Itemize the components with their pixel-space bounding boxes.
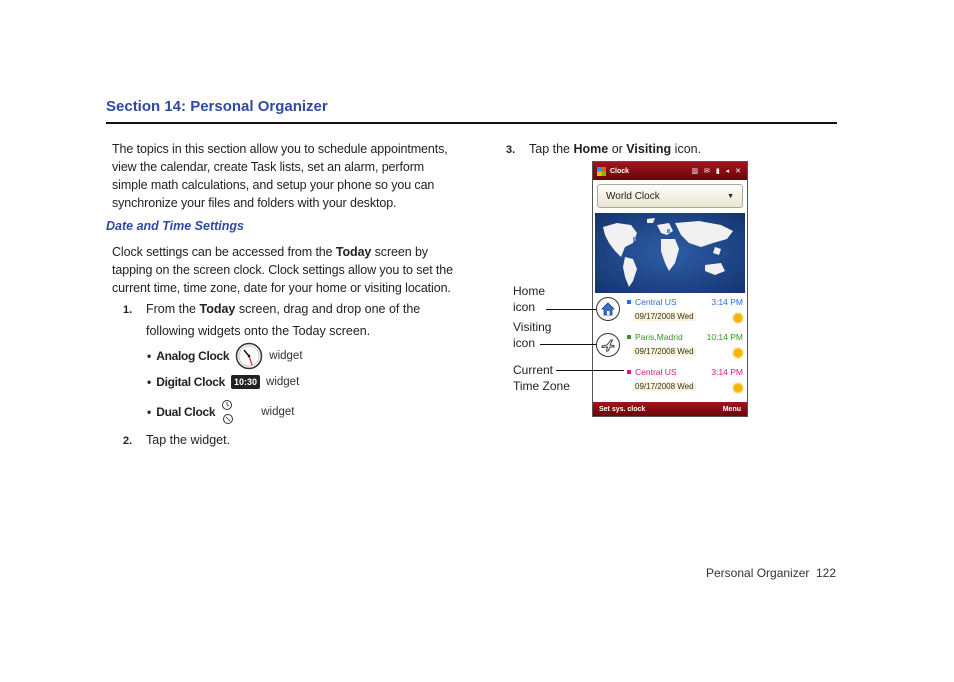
callout-current-time-zone: Current Time Zone	[513, 363, 570, 393]
leader-home	[546, 309, 596, 310]
phone-title-bar	[593, 162, 747, 180]
clock-row-home-date: 09/17/2008 Wed	[635, 312, 694, 321]
clock-row-visiting-date: 09/17/2008 Wed	[635, 347, 694, 356]
clock-row-visiting[interactable]: Paris,Madrid 10:14 PM	[627, 332, 743, 342]
digital-clock-icon: 10:30	[231, 375, 260, 389]
step-2-text: Tap the widget.	[146, 433, 231, 447]
set-sys-clock-softkey[interactable]: Set sys. clock	[599, 405, 646, 413]
sun-icon	[734, 384, 742, 392]
dual-clock-icon	[221, 399, 235, 425]
widget-dual-clock: • Dual Clock widget	[147, 399, 294, 425]
menu-softkey[interactable]: Menu	[722, 405, 741, 413]
step-3-number: 3.	[506, 144, 516, 156]
phone-title: Clock	[610, 167, 630, 175]
home-icon[interactable]	[596, 297, 620, 321]
settings-paragraph: Clock settings can be accessed from the Today screen by tapping on the screen clock. Clock settings allow you to set the current time, time zone, date for your home or visiting location.	[112, 245, 454, 295]
callout-visiting: Visiting icon	[513, 320, 552, 350]
world-clock-dropdown[interactable]: World Clock ▼	[597, 184, 743, 208]
step-2-number: 2.	[123, 435, 133, 447]
visiting-airplane-icon[interactable]	[596, 333, 620, 357]
phone-softkey-bar	[593, 402, 747, 416]
clock-row-home[interactable]: Central US 3:14 PM	[627, 297, 743, 307]
row-marker	[627, 335, 631, 339]
sun-icon	[734, 349, 742, 357]
sun-icon	[734, 314, 742, 322]
title-rule	[106, 122, 837, 124]
callout-home: Home icon	[513, 284, 546, 314]
clock-row-current-date: 09/17/2008 Wed	[635, 382, 694, 391]
widget-digital-clock: • Digital Clock 10:30 widget	[147, 375, 300, 389]
page-number: 122	[816, 566, 837, 580]
step-1-number: 1.	[123, 304, 133, 316]
world-map-icon	[595, 213, 745, 293]
chevron-down-icon: ▼	[727, 192, 734, 200]
world-clock-list	[593, 293, 747, 411]
step-3-text: Tap the Home or Visiting icon.	[529, 142, 702, 156]
clock-row-current[interactable]: Central US 3:14 PM	[627, 367, 743, 377]
world-map-image	[595, 213, 745, 293]
step-1-text: From the Today screen, drag and drop one of the following widgets onto the Today screen.	[146, 302, 421, 338]
analog-clock-icon	[235, 342, 263, 370]
widget-analog-clock: • Analog Clock widget	[147, 342, 303, 370]
leader-current	[556, 370, 624, 371]
row-marker	[627, 370, 631, 374]
status-icons: ▥ ✉ ▮ ◂ ✕	[691, 168, 743, 175]
intro-paragraph: The topics in this section allow you to schedule appointments, view the calendar, create Task lists, set an alarm, perform simple math calculations, and setup your phone so you can synchronize your files and folders with your desktop.	[112, 142, 448, 210]
windows-start-icon	[597, 167, 606, 176]
phone-world-clock-screenshot	[592, 161, 748, 417]
subsection-title: Date and Time Settings	[106, 219, 244, 233]
section-title: Section 14: Personal Organizer	[106, 98, 328, 115]
footer-section-label: Personal Organizer	[706, 566, 810, 580]
row-marker	[627, 300, 631, 304]
leader-visiting	[540, 344, 596, 345]
